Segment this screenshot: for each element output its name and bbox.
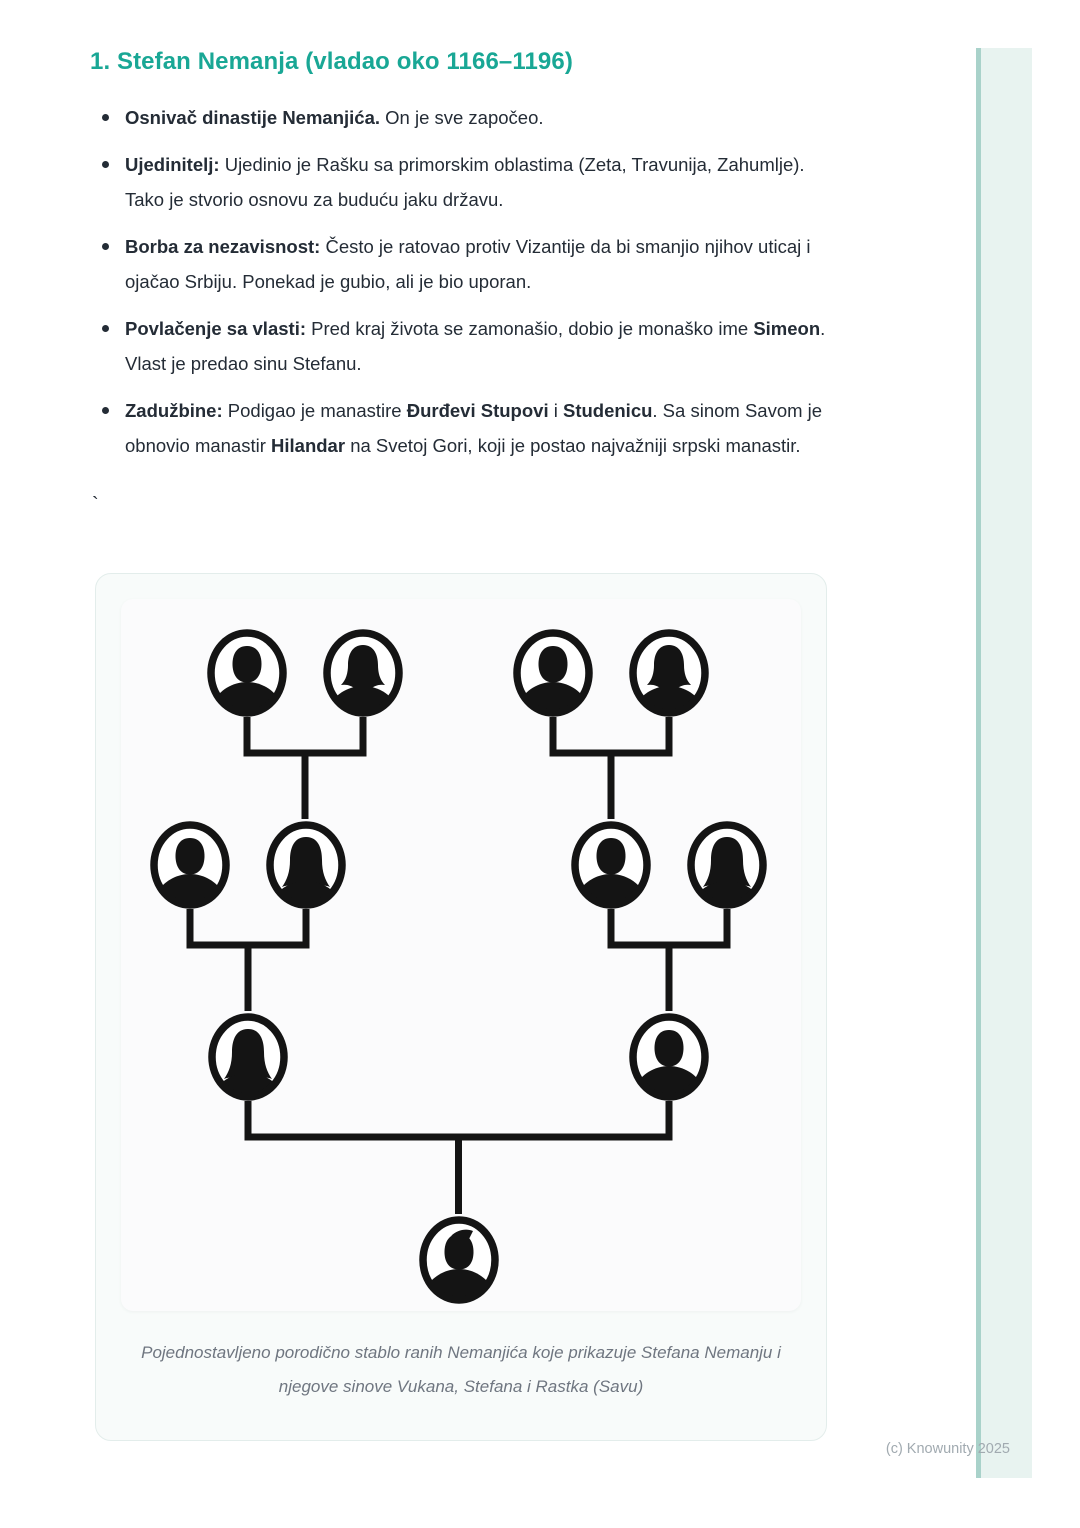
bullet-item: Povlačenje sa vlasti: Pred kraj života se zamonašio, dobio je monaško ime Simeon. Vlast je predao sinu Stefanu.	[90, 311, 832, 381]
bullet-item: Zadužbine: Podigao je manastire Đurđevi Stupovi i Studenicu. Sa sinom Savom je obnovio manastir Hilandar na Svetoj Gori, koji je postao najvažniji srpski manastir.	[90, 393, 832, 463]
person-avatar-gen2-left-husband	[152, 825, 228, 907]
sidebar-strip	[976, 48, 1032, 1478]
bullet-list	[90, 100, 832, 475]
bullet-item: Osnivač dinastije Nemanjića. On je sve započeo.	[90, 100, 832, 135]
person-avatar-gen3-mother	[212, 1017, 284, 1099]
person-avatar-gen2-left-wife	[270, 825, 342, 907]
copyright-notice: (c) Knowunity 2025	[885, 1441, 1010, 1457]
tree-connector	[611, 909, 727, 1011]
tree-connector	[553, 717, 669, 819]
person-avatar-gen4-son	[421, 1220, 497, 1302]
person-avatar-gen3-father	[631, 1017, 707, 1099]
bullet-item: Ujedinitelj: Ujedinio je Rašku sa primorskim oblastima (Zeta, Travunija, Zahumlje). Tako je stvorio osnovu za buduću jaku državu.	[90, 147, 832, 217]
person-avatar-gen1-right-grandmother	[633, 633, 705, 715]
person-avatar-gen2-right-wife	[691, 825, 763, 907]
person-avatar-gen1-left-grandmother	[327, 633, 399, 715]
person-avatar-gen2-right-husband	[573, 825, 649, 907]
page-title: 1. Stefan Nemanja (vladao oko 1166–1196)	[90, 48, 573, 75]
bullet-item: Borba za nezavisnost: Često je ratovao protiv Vizantije da bi smanjio njihov uticaj i ojačao Srbiju. Ponekad je gubio, ali je bio uporan.	[90, 229, 832, 299]
tree-connector	[248, 1101, 669, 1214]
figure-caption: Pojednostavljeno porodično stablo ranih Nemanjića koje prikazuje Stefana Nemanju i njegove sinove Vukana, Stefana i Rastka (Savu)	[141, 1343, 781, 1396]
person-avatar-gen1-right-grandfather	[515, 633, 591, 715]
person-avatar-gen1-left-grandfather	[209, 633, 285, 715]
sidebar-strip-edge	[976, 48, 981, 1478]
tree-connector	[247, 717, 363, 819]
family-tree-card	[95, 573, 827, 1441]
stray-backtick: `	[92, 494, 99, 516]
family-tree-svg	[121, 599, 801, 1311]
tree-connector	[190, 909, 306, 1011]
family-tree-image	[121, 599, 801, 1311]
